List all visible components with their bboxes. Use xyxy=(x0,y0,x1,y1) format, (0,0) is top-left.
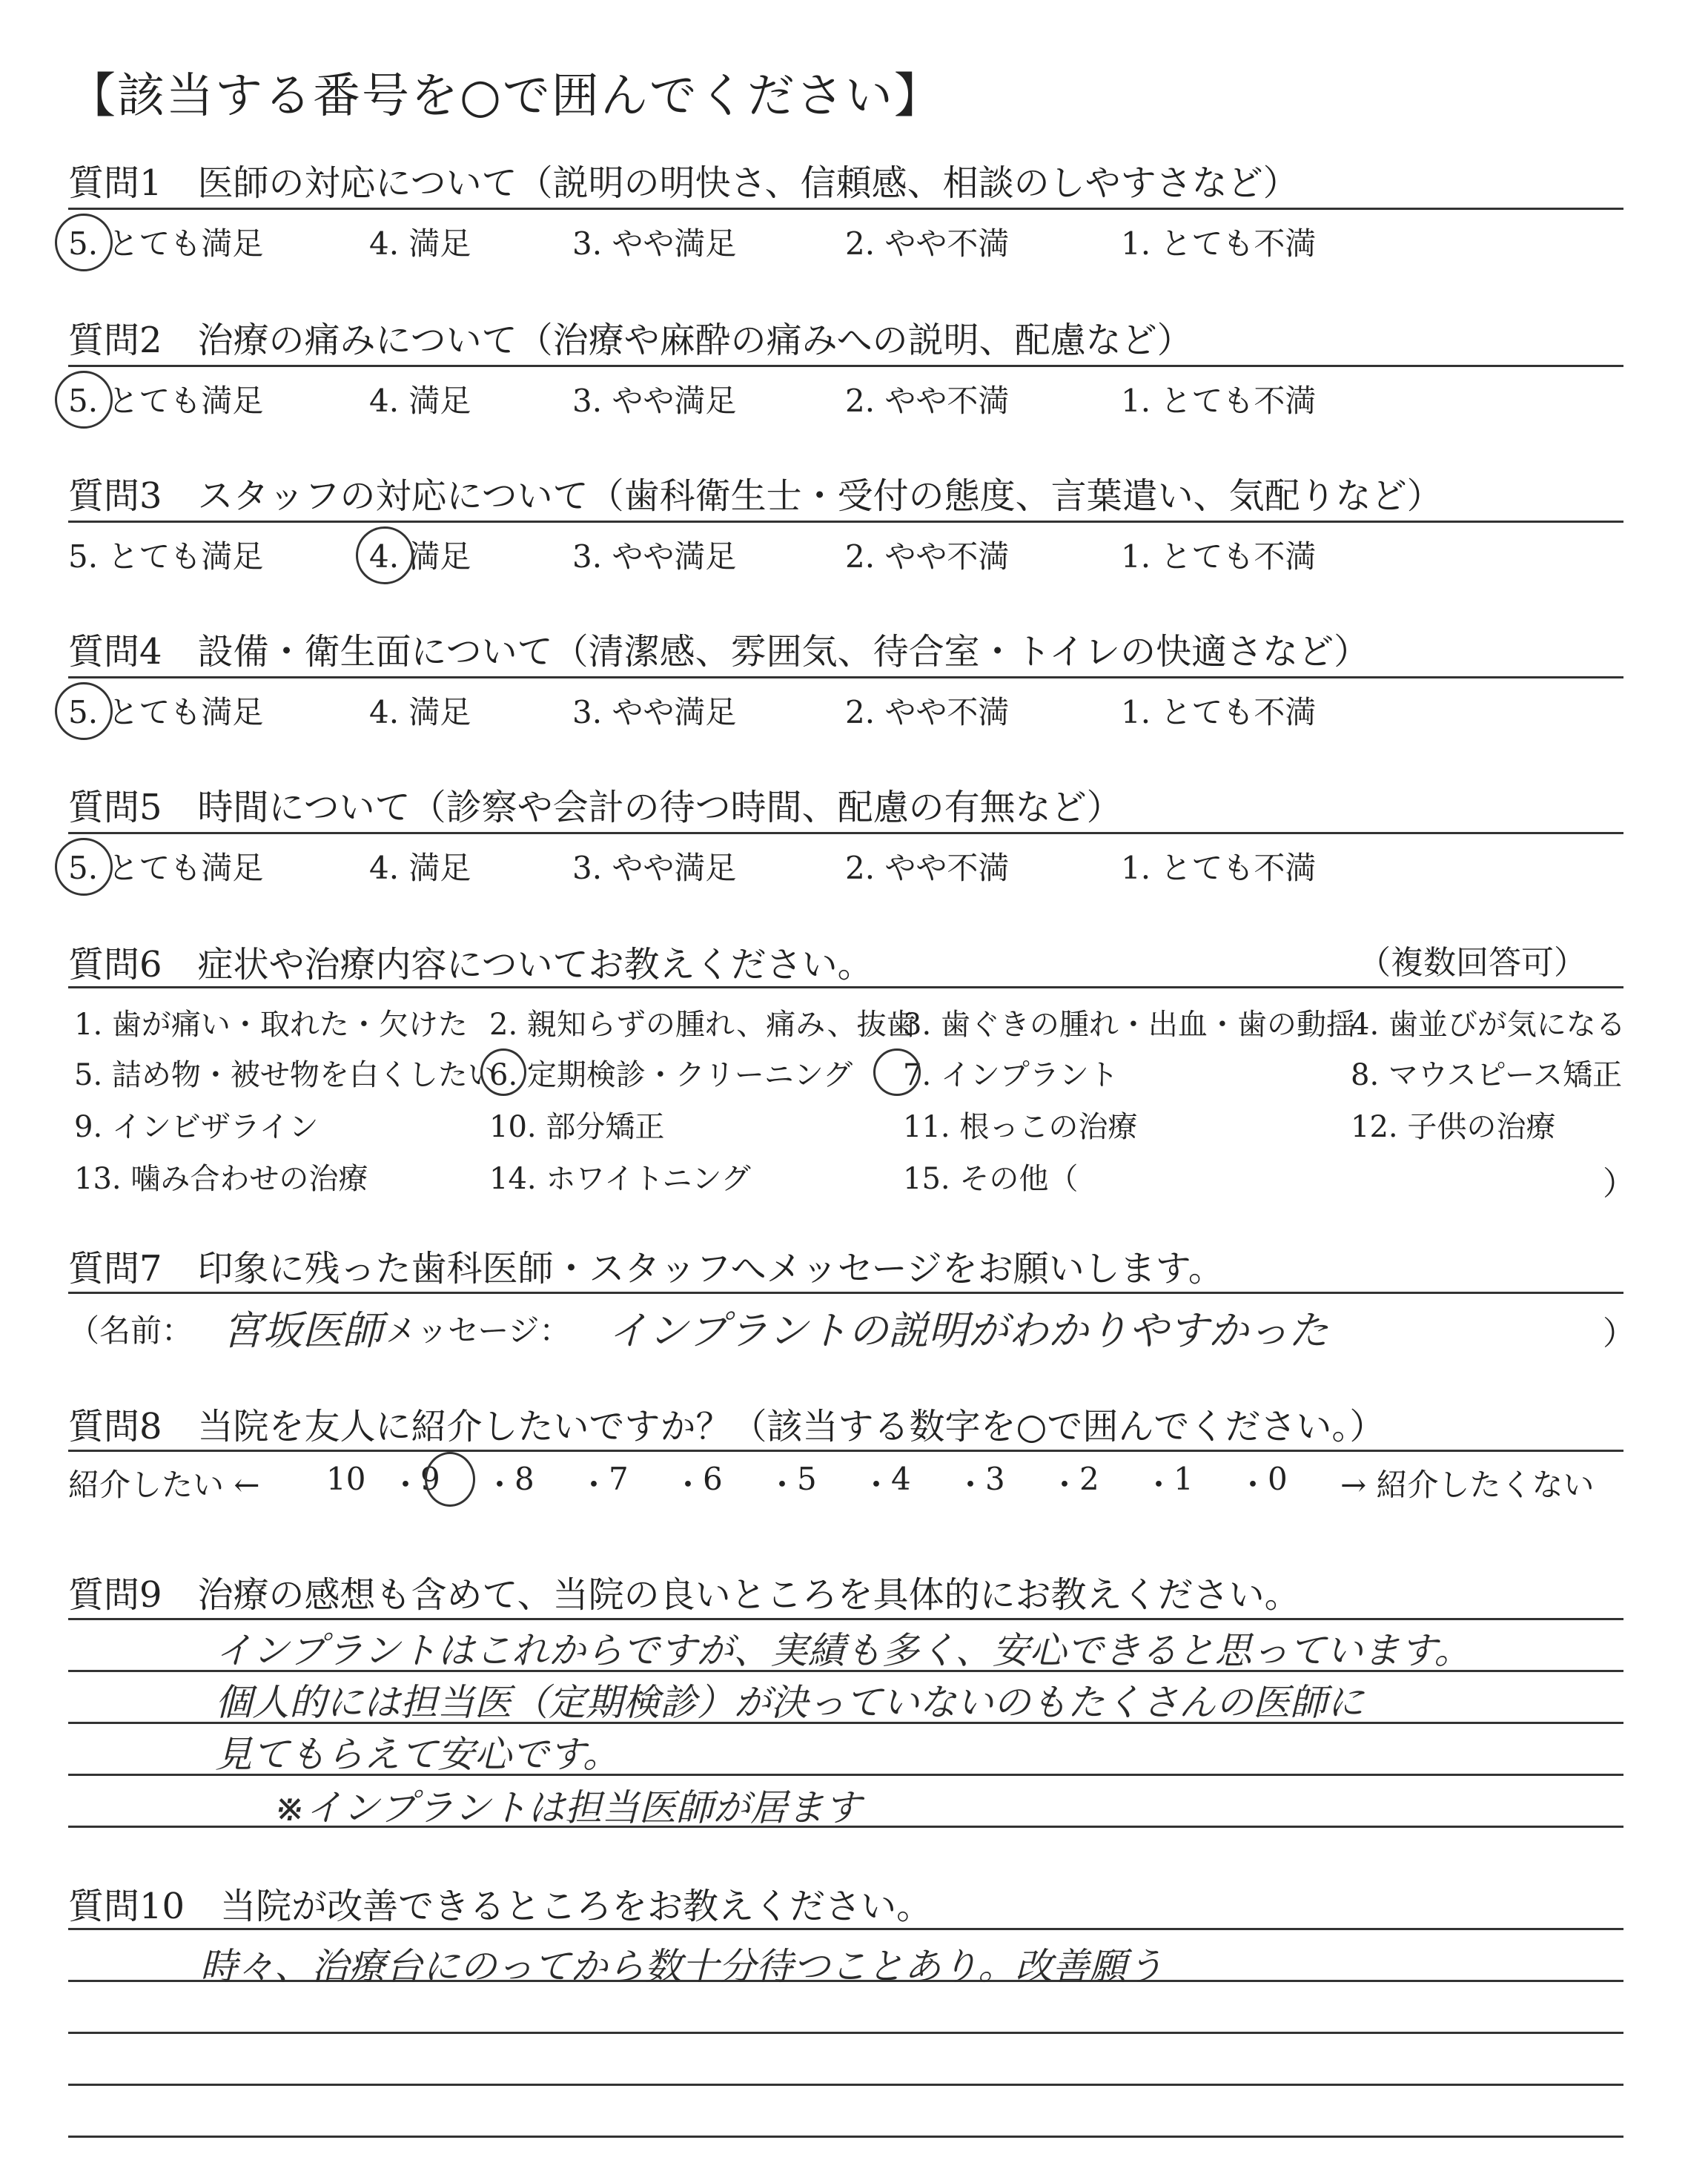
q8-scale-10[interactable]: 10 xyxy=(326,1461,366,1497)
q8-scale-4[interactable]: 4 xyxy=(891,1461,911,1497)
q1-option-4[interactable]: 4. 満足 xyxy=(369,225,471,262)
q3-option-3[interactable]: 3. やや満足 xyxy=(572,538,737,575)
q2-header: 質問2 治療の痛みについて（治療や麻酔の痛みへの説明、配慮など） xyxy=(68,320,1193,361)
q8-separator-dot: ・ xyxy=(672,1467,704,1503)
q6-option-7[interactable]: 7. インプラント xyxy=(903,1058,1119,1092)
q5-option-3[interactable]: 3. やや満足 xyxy=(572,850,737,886)
q9-handwritten-line[interactable]: インプラントはこれからですが、実績も多く、安心できると思っています。 xyxy=(215,1629,1472,1672)
q10-answer-rule xyxy=(68,2084,1623,2086)
q7-rule xyxy=(68,1292,1623,1294)
q1-option-2[interactable]: 2. やや不満 xyxy=(845,225,1010,262)
selection-circle-q3 xyxy=(356,526,414,584)
q6-option-2[interactable]: 2. 親知らずの腫れ、痛み、抜歯 xyxy=(489,1008,916,1042)
q3-option-1[interactable]: 1. とても不満 xyxy=(1121,538,1317,575)
q1-header: 質問1 医師の対応について（説明の明快さ、信頼感、相談のしやすさなど） xyxy=(68,162,1299,204)
q7-message-label: メッセージ： xyxy=(385,1312,571,1349)
q10-answer-rule xyxy=(68,2032,1623,2034)
q6-close-paren: ） xyxy=(1603,1165,1635,1203)
q6-header: 質問6 症状や治療内容についてお教えください。 xyxy=(68,944,873,985)
q8-separator-dot: ・ xyxy=(955,1467,987,1503)
q8-rule xyxy=(68,1450,1623,1452)
q8-scale-6[interactable]: 6 xyxy=(703,1461,723,1497)
q8-separator-dot: ・ xyxy=(767,1467,798,1503)
q6-option-6[interactable]: 6. 定期検診・クリーニング xyxy=(489,1058,853,1092)
q8-scale-3[interactable]: 3 xyxy=(985,1461,1005,1497)
q4-option-3[interactable]: 3. やや満足 xyxy=(572,694,737,730)
q8-separator-dot: ・ xyxy=(1049,1467,1081,1503)
q4-header: 質問4 設備・衛生面について（清潔感、雰囲気、待合室・トイレの快適さなど） xyxy=(68,631,1370,673)
q6-option-14[interactable]: 14. ホワイトニング xyxy=(489,1162,751,1196)
q9-handwritten-line[interactable]: ※インプラントは担当医師が居ます xyxy=(274,1786,861,1829)
q6-option-13[interactable]: 13. 噛み合わせの治療 xyxy=(74,1162,368,1196)
selection-circle-q6-7 xyxy=(873,1048,921,1096)
q8-separator-dot: ・ xyxy=(390,1467,422,1503)
q8-separator-dot: ・ xyxy=(861,1467,893,1503)
q6-option-11[interactable]: 11. 根っこの治療 xyxy=(903,1110,1138,1144)
q7-name-handwritten[interactable]: 宮坂医師 xyxy=(222,1307,383,1354)
q5-option-5[interactable]: 5. とても満足 xyxy=(68,850,264,886)
q4-option-5[interactable]: 5. とても満足 xyxy=(68,694,264,730)
q5-option-1[interactable]: 1. とても不満 xyxy=(1121,850,1317,886)
q3-header: 質問3 スタッフの対応について（歯科衛生士・受付の態度、言葉遣い、気配りなど） xyxy=(68,475,1443,517)
q2-option-2[interactable]: 2. やや不満 xyxy=(845,383,1010,419)
q9-handwritten-line[interactable]: 見てもらえて安心です。 xyxy=(215,1733,620,1776)
q10-header: 質問10 当院が改善できるところをお教えください。 xyxy=(68,1886,933,1927)
q1-option-1[interactable]: 1. とても不満 xyxy=(1121,225,1317,262)
q8-left-label: 紹介したい ← xyxy=(68,1467,260,1503)
q4-option-2[interactable]: 2. やや不満 xyxy=(845,694,1010,730)
q4-option-4[interactable]: 4. 満足 xyxy=(369,694,471,730)
q1-rule xyxy=(68,208,1623,210)
q8-scale-1[interactable]: 1 xyxy=(1174,1461,1194,1497)
q1-option-5[interactable]: 5. とても満足 xyxy=(68,225,264,262)
q6-option-8[interactable]: 8. マウスピース矯正 xyxy=(1351,1058,1623,1092)
q4-rule xyxy=(68,676,1623,678)
q7-message-handwritten[interactable]: インプラントの説明がわかりやすかった xyxy=(608,1307,1328,1354)
q7-name-label: （名前： xyxy=(68,1312,193,1349)
q6-option-1[interactable]: 1. 歯が痛い・取れた・欠けた xyxy=(74,1008,468,1042)
q8-right-label: → 紹介したくない xyxy=(1340,1467,1595,1503)
q4-option-1[interactable]: 1. とても不満 xyxy=(1121,694,1317,730)
q2-option-1[interactable]: 1. とても不満 xyxy=(1121,383,1317,419)
q2-rule xyxy=(68,365,1623,367)
q9-answer-rule xyxy=(68,1618,1623,1620)
q8-scale-5[interactable]: 5 xyxy=(797,1461,817,1497)
selection-circle-q5 xyxy=(55,838,113,896)
q1-option-3[interactable]: 3. やや満足 xyxy=(572,225,737,262)
q6-option-4[interactable]: 4. 歯並びが気になる xyxy=(1351,1008,1626,1042)
page-title: 【該当する番号を○で囲んでください】 xyxy=(68,69,943,124)
q5-option-4[interactable]: 4. 満足 xyxy=(369,850,471,886)
q6-option-3[interactable]: 3. 歯ぐきの腫れ・出血・歯の動揺 xyxy=(903,1008,1356,1042)
q6-option-10[interactable]: 10. 部分矯正 xyxy=(489,1110,665,1144)
q10-handwritten-line[interactable]: 時々、治療台にのってから数十分待つことあり。改善願う xyxy=(200,1945,1164,1988)
q9-handwritten-line[interactable]: 個人的には担当医（定期検診）が決っていないのもたくさんの医師に xyxy=(215,1681,1364,1724)
selection-circle-q8-9 xyxy=(425,1452,475,1507)
q6-option-15[interactable]: 15. その他（ xyxy=(903,1162,1079,1196)
q10-answer-rule xyxy=(68,1928,1623,1930)
q6-rule xyxy=(68,986,1623,988)
q2-option-4[interactable]: 4. 満足 xyxy=(369,383,471,419)
q5-rule xyxy=(68,832,1623,834)
q8-scale-7[interactable]: 7 xyxy=(609,1461,629,1497)
q8-scale-0[interactable]: 0 xyxy=(1268,1461,1288,1497)
q2-option-5[interactable]: 5. とても満足 xyxy=(68,383,264,419)
q8-separator-dot: ・ xyxy=(578,1467,610,1503)
q7-header: 質問7 印象に残った歯科医師・スタッフへメッセージをお願いします。 xyxy=(68,1248,1224,1289)
q8-separator-dot: ・ xyxy=(1143,1467,1175,1503)
q6-option-12[interactable]: 12. 子供の治療 xyxy=(1351,1110,1556,1144)
q8-scale-8[interactable]: 8 xyxy=(514,1461,534,1497)
selection-circle-q2 xyxy=(55,371,113,429)
q10-answer-rule xyxy=(68,2136,1623,2138)
q8-header: 質問8 当院を友人に紹介したいですか？（該当する数字を○で囲んでください。） xyxy=(68,1406,1386,1447)
q7-close-paren: ） xyxy=(1603,1315,1635,1353)
q8-scale-9[interactable]: 9 xyxy=(420,1461,440,1497)
selection-circle-q6-6 xyxy=(480,1048,526,1096)
q6-option-5[interactable]: 5. 詰め物・被せ物を白くしたい xyxy=(74,1058,497,1092)
q3-option-4[interactable]: 4. 満足 xyxy=(369,538,471,575)
q8-separator-dot: ・ xyxy=(484,1467,516,1503)
q3-option-5[interactable]: 5. とても満足 xyxy=(68,538,264,575)
q8-scale-2[interactable]: 2 xyxy=(1079,1461,1099,1497)
q9-header: 質問9 治療の感想も含めて、当院の良いところを具体的にお教えください。 xyxy=(68,1574,1300,1616)
q3-rule xyxy=(68,521,1623,523)
q6-note: （複数回答可） xyxy=(1358,944,1586,982)
selection-circle-q1 xyxy=(55,214,113,271)
selection-circle-q4 xyxy=(55,682,113,740)
q6-option-9[interactable]: 9. インビザライン xyxy=(74,1110,319,1144)
q3-option-2[interactable]: 2. やや不満 xyxy=(845,538,1010,575)
q2-option-3[interactable]: 3. やや満足 xyxy=(572,383,737,419)
q5-header: 質問5 時間について（診察や会計の待つ時間、配慮の有無など） xyxy=(68,787,1122,828)
q8-separator-dot: ・ xyxy=(1237,1467,1269,1503)
q5-option-2[interactable]: 2. やや不満 xyxy=(845,850,1010,886)
